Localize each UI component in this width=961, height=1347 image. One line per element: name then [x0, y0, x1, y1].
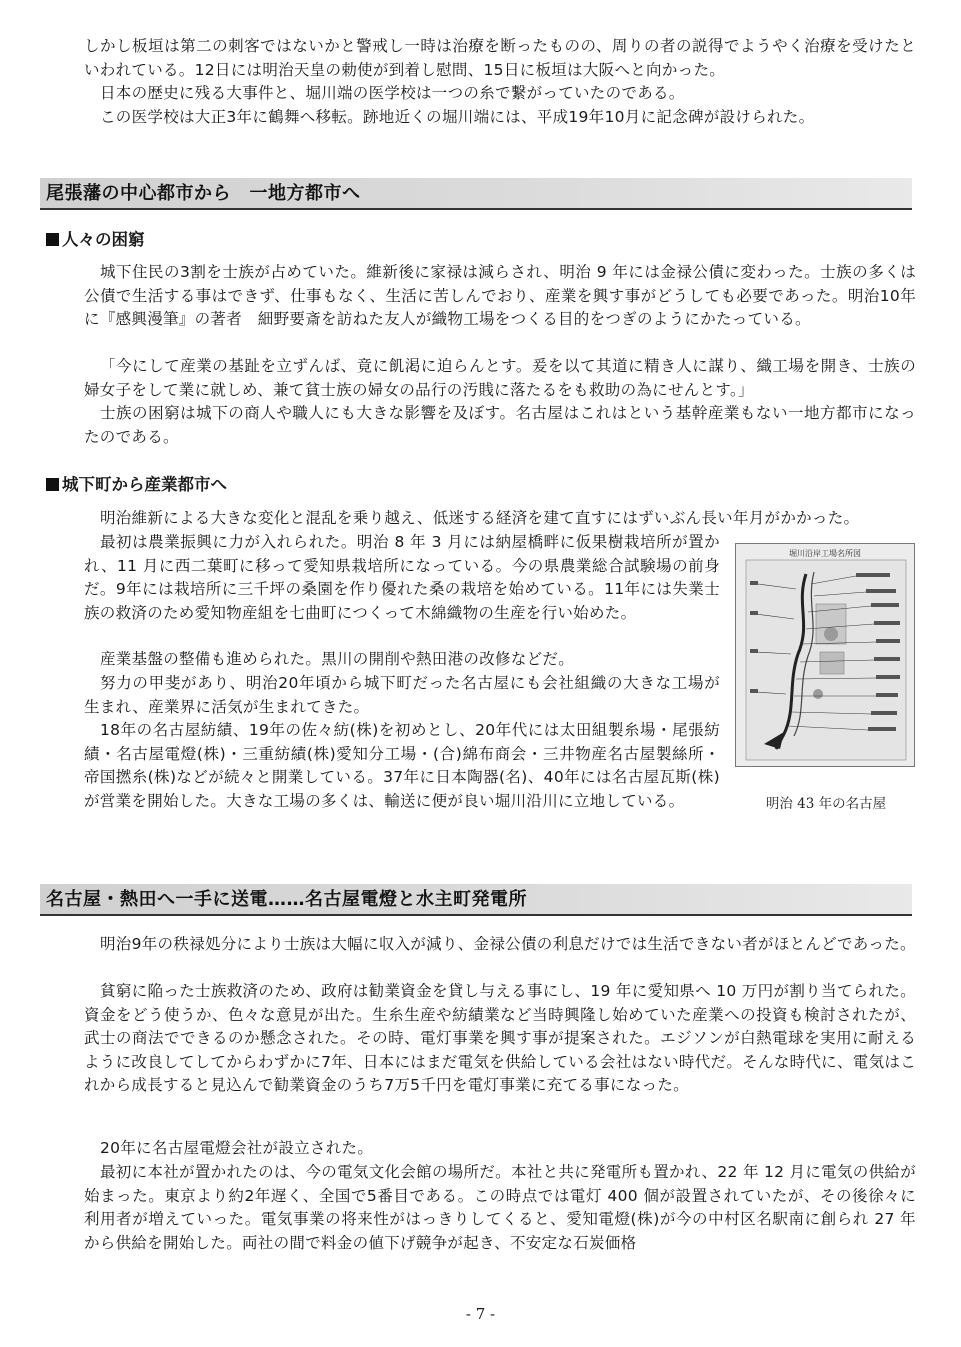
- subheading-poverty: [46, 228, 145, 252]
- subheading-industrial-city: [46, 473, 227, 497]
- map-title: 堀川沿岸工場名所図: [789, 549, 861, 558]
- dento-paragraph-2: 貧窮に陥った士族救済のため、政府は勧業資金を貸し与える事にし、19 年に愛知県へ 10 万円が割り当てられた。資金をどう使うか、色々な意見が出た。生糸生産や紡績業など当時興隆し始めていた産業への投資も検討されたが、武士の商法でできるのか懸念された。その時、電灯事業を興す事が提案された。エジソンが白熱電球を実用に耐えるように改良してしてからわずかに7年、日本にはまだ電気を供給している会社はない時代だ。そんな時代に、電気はこれから成長すると見込んで勧業資金のうち7万5千円を電灯事業に充てる事になった。: [84, 982, 916, 1094]
- intro-paragraph-2: 日本の歴史に残る大事件と、堀川端の医学校は一つの糸で繋がっていたのである。: [100, 84, 685, 102]
- industry-paragraph-4: 努力の甲斐があり、明治20年頃から城下町だった名古屋にも会社組織の大きな工場が生まれ、産業界に活気が生まれてきた。: [84, 674, 720, 716]
- section-title: 尾張藩の中心都市から 一地方都市へ: [46, 183, 361, 204]
- map-figure: [735, 543, 915, 767]
- section-header-owari: [40, 178, 912, 210]
- poverty-quote: 「今にして産業の基趾を立ずんば、竟に飢渇に迫らんとす。爰を以て其道に精き人に謀り、織工場を開き、士族の婦女子をして業に就しめ、兼て貧士族の婦女の品行の汚賎に落たるをも救助の為にせんとす。」: [84, 357, 916, 399]
- poverty-paragraph-2: 士族の困窮は城下の商人や職人にも大きな影響を及ぼす。名古屋はこれはという基幹産業もない一地方都市になったのである。: [84, 404, 916, 446]
- square-bullet-icon: [46, 233, 59, 246]
- section-header-nagoya-dento: [40, 884, 912, 916]
- industry-paragraph-1: 明治維新による大きな変化と混乱を乗り越え、低迷する経済を建て直すにはずいぶん長い年月がかかった。: [100, 509, 860, 527]
- subheading-label: 人々の困窮: [62, 230, 145, 249]
- dento-paragraph-4: 最初に本社が置かれたのは、今の電気文化会館の場所だ。本社と共に発電所も置かれ、22 年 12 月に電気の供給が始まった。東京より約2年遅く、全国で5番目である。この時点では電灯 400 個が設置されていたが、その後徐々に利用者が増えていった。電気事業の将来性がはっきりしてくると、愛知電燈(株)が今の中村区名駅南に創られ 27 年から供給を開始した。両社の間で料金の値下げ競争が起き、不安定な石炭価格: [84, 1163, 916, 1252]
- industry-paragraph-5: 18年の名古屋紡績、19年の佐々紡(株)を初めとし、20年代には太田組製糸場・尾張紡績・名古屋電燈(株)・三重紡績(株)愛知分工場・(合)綿布商会・三井物産名古屋製絲所・帝国撚糸(株)などが続々と開業している。37年に日本陶器(名)、40年には名古屋瓦斯(株)が営業を開始した。大きな工場の多くは、輸送に便が良い堀川沿川に立地している。: [84, 721, 720, 810]
- intro-paragraph-3: この医学校は大正3年に鶴舞へ移転。跡地近くの堀川端には、平成19年10月に記念碑が設けられた。: [100, 108, 815, 126]
- industry-paragraph-2: 最初は農業振興に力が入れられた。明治 8 年 3 月には納屋橋畔に仮果樹栽培所が置かれ、11 月に西二葉町に移って愛知県栽培所になっている。今の県農業総合試験場の前身だ。9年には栽培所に三千坪の桑園を作り優れた桑の栽培を始めている。11年には失業士族の救済のため愛知物産組を七曲町につくって木綿織物の生産を行い始めた。: [84, 533, 720, 622]
- dento-paragraph-1: 明治9年の秩禄処分により士族は大幅に収入が減り、金禄公債の利息だけでは生活できない者がほとんどであった。: [100, 935, 916, 953]
- poverty-paragraph-1: 城下住民の3割を士族が占めていた。維新後に家禄は減らされ、明治 9 年には金禄公債に変わった。士族の多くは公債で生活する事はできず、仕事もなく、生活に苦しんでおり、産業を興す事がどうしても必要であった。明治10年に『感興漫筆』の著者 細野要斎を訪ねた友人が織物工場をつくる目的をつぎのようにかたっている。: [84, 263, 916, 328]
- section-title: 名古屋・熱田へ一手に送電……名古屋電燈と水主町発電所: [46, 889, 527, 910]
- square-bullet-icon: [46, 478, 59, 491]
- industry-paragraph-3: 産業基盤の整備も進められた。黒川の開削や熱田港の改修などだ。: [100, 650, 575, 668]
- intro-paragraph-1: しかし板垣は第二の刺客ではないかと警戒し一時は治療を断ったものの、周りの者の説得でようやく治療を受けたといわれている。12日には明治天皇の勅使が到着し慰問、15日に板垣は大阪へと向かった。: [84, 37, 916, 79]
- map-caption: 明治 43 年の名古屋: [765, 796, 887, 812]
- subheading-label: 城下町から産業都市へ: [62, 475, 227, 494]
- page-number: - 7 -: [465, 1305, 496, 1323]
- dento-paragraph-3: 20年に名古屋電燈会社が設立された。: [100, 1139, 374, 1157]
- map-illustration: [736, 544, 916, 768]
